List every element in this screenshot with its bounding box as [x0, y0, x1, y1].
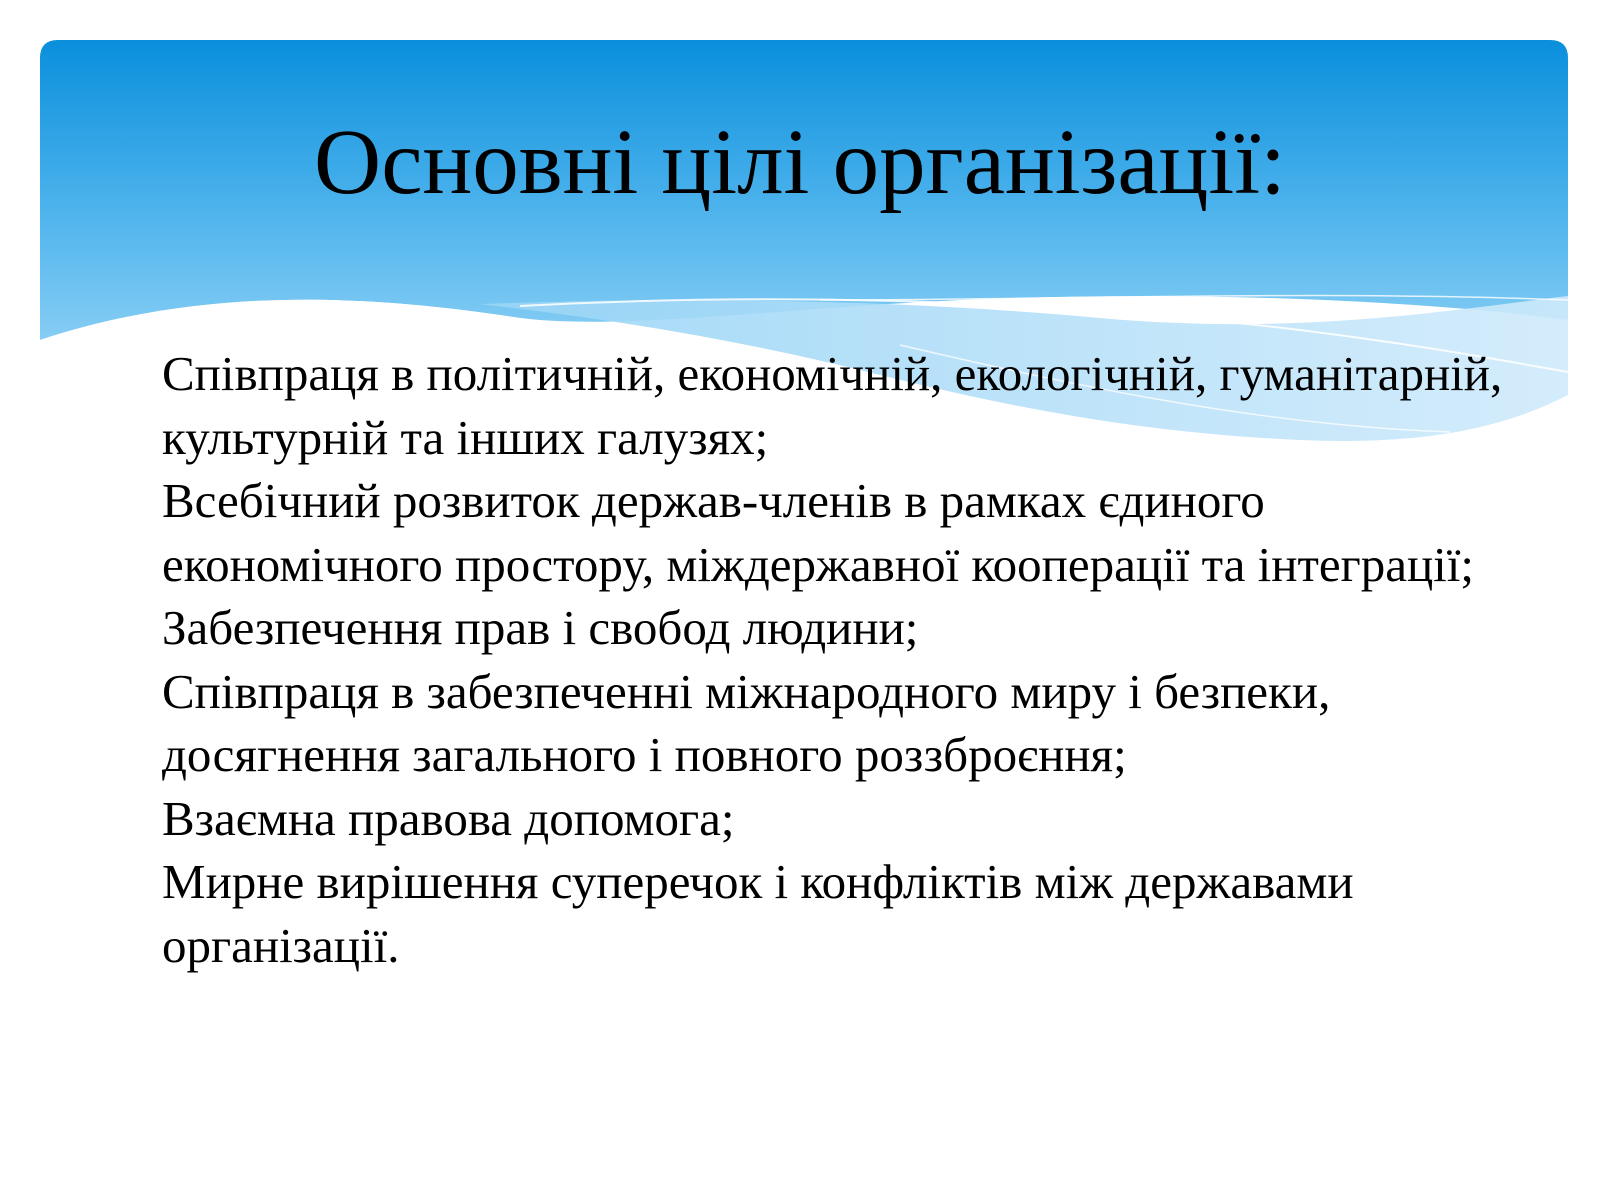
list-item: Співпраця в забезпеченні міжнародного миру і безпеки, досягнення загального і повного роззброєння; — [162, 663, 1331, 782]
list-item: Взаємна правова допомога; — [162, 790, 735, 846]
slide-title: Основні цілі організації: — [314, 111, 1286, 214]
list-item: Мирне вирішення суперечок і конфліктів між державами організації. — [162, 854, 1354, 973]
list-item: Забезпечення прав і свобод людини; — [162, 600, 919, 655]
list-item: Співпраця в політичній, економічній, екологічній, гуманітарній, культурній та інших галузях; — [162, 346, 1503, 465]
list-item: Всебічний розвиток держав-членів в рамках єдиного економічного простору, міждержавної кооперації та інтеграції; — [162, 473, 1475, 592]
slide-body — [162, 342, 1522, 977]
